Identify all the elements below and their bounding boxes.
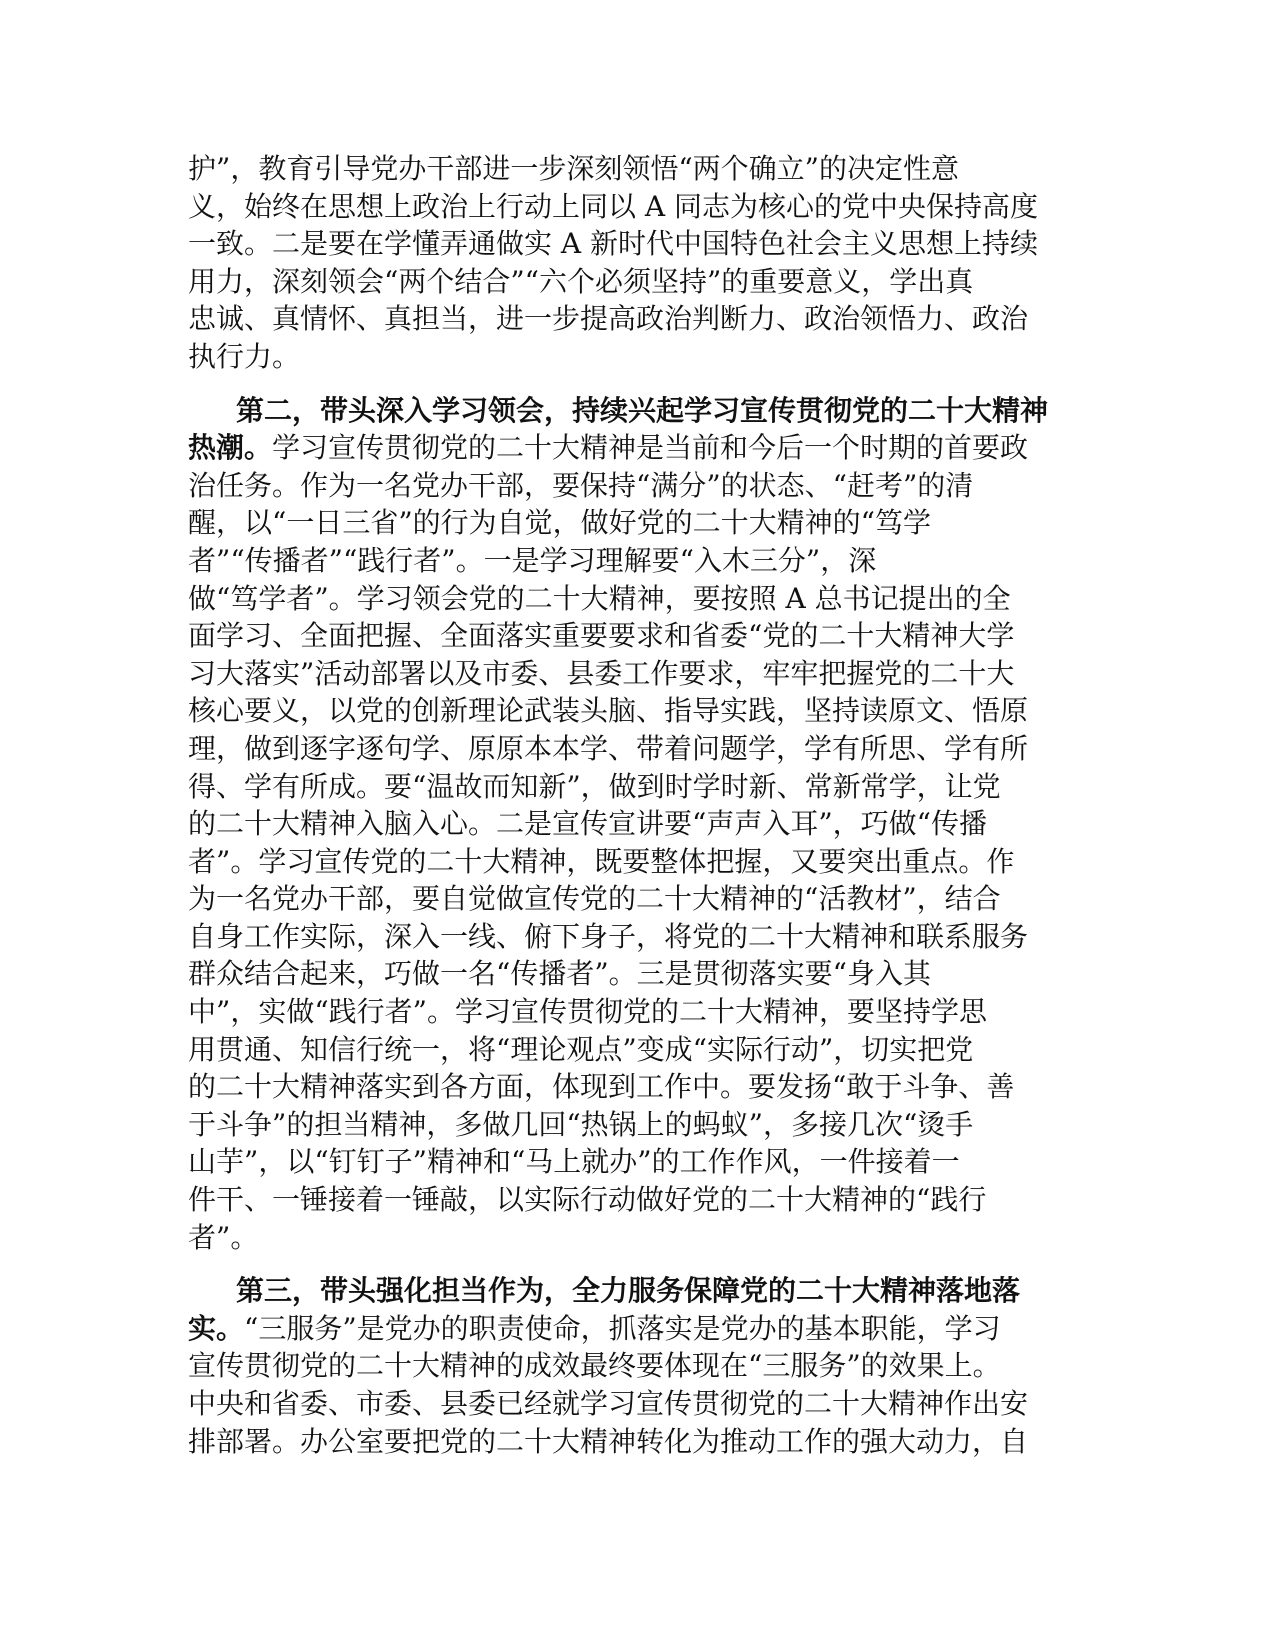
text-run: “三服务”是党办的职责使命，抓落实是党办的基本职能，学习	[244, 1311, 1001, 1345]
text-run: 学习宣传贯彻党的二十大精神是当前和今后一个时期的首要政	[272, 431, 1029, 465]
text-line: 排部署。办公室要把党的二十大精神转化为推动工作的强大动力，自	[188, 1424, 1029, 1458]
paragraph-3	[188, 1272, 1068, 1460]
text-line	[188, 429, 1068, 467]
text-line: 护”，教育引导党办干部进一步深刻领悟“两个确立”的决定性意	[188, 152, 959, 185]
paragraph-2	[188, 392, 1068, 1257]
text-line	[188, 1310, 1068, 1348]
text-line: 群众结合起来，巧做一名“传播者”。三是贯彻落实要“身入其	[188, 957, 931, 991]
text-line: 一致。二是要在学懂弄通做实 A 新时代中国特色社会主义思想上持续	[188, 227, 1039, 261]
text-line: 宣传贯彻党的二十大精神的成效最终要体现在“三服务”的效果上。	[188, 1349, 1001, 1383]
text-line: 做“笃学者”。学习领会党的二十大精神，要按照 A 总书记提出的全	[188, 581, 1011, 615]
text-line: 者”。学习宣传党的二十大精神，既要整体把握，又要突出重点。作	[188, 844, 1015, 878]
text-line: 山芋”，以“钉钉子”精神和“马上就办”的工作作风，一件接着一	[188, 1145, 960, 1179]
text-line: 于斗争”的担当精神，多做几回“热锅上的蚂蚁”，多接几次“烫手	[188, 1107, 974, 1141]
text-line: 自身工作实际，深入一线、俯下身子，将党的二十大精神和联系服务	[188, 919, 1029, 953]
text-line: 面学习、全面把握、全面落实重要要求和省委“党的二十大精神大学	[188, 619, 1015, 653]
document-page	[188, 150, 1068, 1460]
section-heading: 第二，带头深入学习领会，持续兴起学习宣传贯彻党的二十大精神	[236, 393, 1049, 427]
text-line: 的二十大精神落实到各方面，体现到工作中。要发扬“敢于斗争、善	[188, 1070, 1015, 1104]
section-heading-end: 热潮。	[188, 431, 273, 465]
text-line: 得、学有所成。要“温故而知新”，做到时学时新、常新常学，让党	[188, 769, 1001, 803]
text-line: 醒，以“一日三省”的行为自觉，做好党的二十大精神的“笃学	[188, 506, 931, 540]
section-heading-end: 实。	[188, 1311, 245, 1345]
text-line: 中”，实做“践行者”。学习宣传贯彻党的二十大精神，要坚持学思	[188, 995, 987, 1029]
text-line: 习大落实”活动部署以及市委、县委工作要求，牢牢把握党的二十大	[188, 656, 1015, 690]
section-heading: 第三，带头强化担当作为，全力服务保障党的二十大精神落地落	[236, 1274, 1021, 1308]
text-line: 中央和省委、市委、县委已经就学习宣传贯彻党的二十大精神作出安	[188, 1387, 1029, 1420]
text-line: 核心要义，以党的创新理论武装头脑、指导实践，坚持读原文、悟原	[188, 694, 1029, 728]
paragraph-1	[188, 150, 1068, 376]
text-line: 用力，深刻领会“两个结合”“六个必须坚持”的重要意义，学出真	[188, 264, 974, 298]
text-line: 治任务。作为一名党办干部，要保持“满分”的状态、“赶考”的清	[188, 468, 974, 502]
text-line: 义，始终在思想上政治上行动上同以 A 同志为核心的党中央保持高度	[188, 189, 1039, 223]
text-line: 的二十大精神入脑入心。二是宣传宣讲要“声声入耳”，巧做“传播	[188, 807, 987, 841]
text-line: 为一名党办干部，要自觉做宣传党的二十大精神的“活教材”，结合	[188, 882, 1001, 916]
text-line: 理，做到逐字逐句学、原原本本学、带着问题学，学有所思、学有所	[188, 731, 1029, 765]
text-line: 执行力。	[188, 339, 301, 373]
text-line: 用贯通、知信行统一，将“理论观点”变成“实际行动”，切实把党	[188, 1032, 974, 1066]
text-line: 忠诚、真情怀、真担当，进一步提高政治判断力、政治领悟力、政治	[188, 302, 1029, 336]
text-line: 者”。	[188, 1220, 259, 1254]
text-line: 件干、一锤接着一锤敲，以实际行动做好党的二十大精神的“践行	[188, 1183, 987, 1217]
text-line: 者”“传播者”“践行者”。一是学习理解要“入木三分”，深	[188, 543, 877, 577]
